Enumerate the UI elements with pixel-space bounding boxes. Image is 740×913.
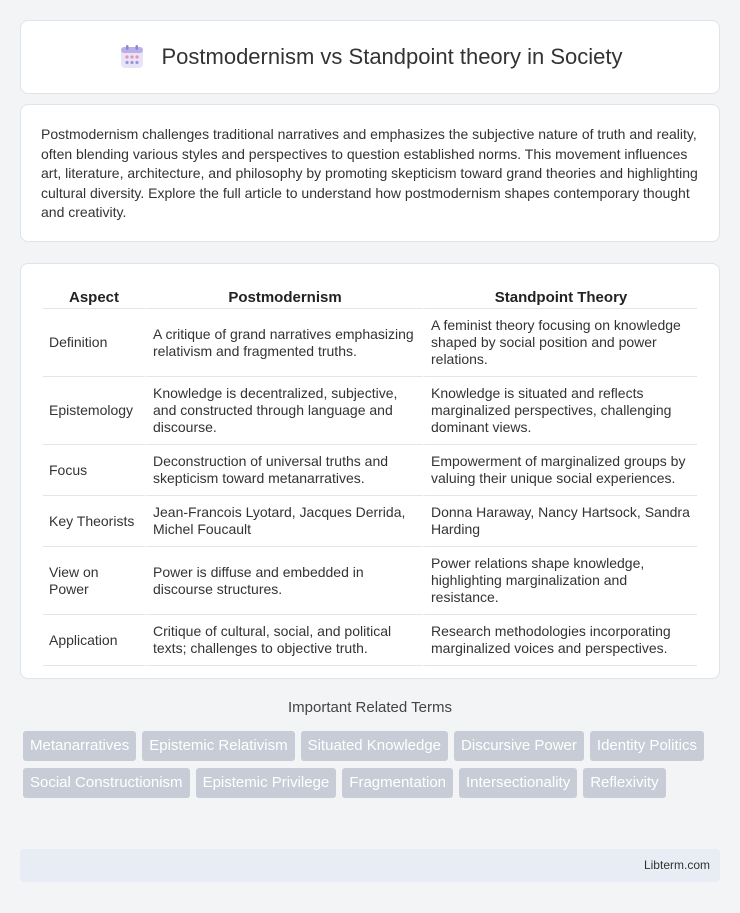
row-postmodernism: A critique of grand narratives emphasizing relativism and fragmented truths.	[145, 309, 423, 377]
row-standpoint: Donna Haraway, Nancy Hartsock, Sandra Harding	[423, 496, 697, 547]
row-standpoint: Knowledge is situated and reflects marginalized perspectives, challenging dominant views.	[423, 377, 697, 445]
header-aspect: Aspect	[43, 282, 145, 309]
row-aspect: Definition	[43, 309, 145, 377]
row-aspect: Focus	[43, 445, 145, 496]
table-header-row	[43, 282, 697, 309]
row-standpoint: Research methodologies incorporating marginalized voices and perspectives.	[423, 615, 697, 666]
row-aspect: Application	[43, 615, 145, 666]
title-wrap	[117, 42, 622, 72]
table-row	[43, 445, 697, 496]
table-row	[43, 615, 697, 666]
row-standpoint: A feminist theory focusing on knowledge shaped by social position and power relations.	[423, 309, 697, 377]
row-postmodernism: Jean-Francois Lyotard, Jacques Derrida, Michel Foucault	[145, 496, 423, 547]
intro-card	[20, 104, 720, 242]
table-row	[43, 377, 697, 445]
tag-social-constructionism[interactable]: Social Constructionism	[23, 768, 190, 798]
row-aspect: View on Power	[43, 547, 145, 615]
row-standpoint: Empowerment of marginalized groups by valuing their unique social experiences.	[423, 445, 697, 496]
comparison-table-card	[20, 263, 720, 679]
footer-site-link[interactable]: Libterm.com	[643, 858, 710, 872]
row-postmodernism: Knowledge is decentralized, subjective, and constructed through language and discourse.	[145, 377, 423, 445]
tag-identity-politics[interactable]: Identity Politics	[590, 731, 704, 761]
related-terms-title: Important Related Terms	[288, 699, 452, 716]
row-aspect: Epistemology	[43, 377, 145, 445]
table-row	[43, 496, 697, 547]
header-postmodernism: Postmodernism	[145, 282, 423, 309]
related-terms-tags	[23, 731, 723, 798]
header-card	[20, 20, 720, 94]
footer	[20, 849, 720, 882]
page-title: Postmodernism vs Standpoint theory in Society	[161, 44, 623, 69]
tag-fragmentation[interactable]: Fragmentation	[342, 768, 453, 798]
row-postmodernism: Power is diffuse and embedded in discourse structures.	[145, 547, 423, 615]
tag-metanarratives[interactable]: Metanarratives	[23, 731, 136, 761]
table-row	[43, 547, 697, 615]
tag-reflexivity[interactable]: Reflexivity	[583, 768, 665, 798]
row-postmodernism: Critique of cultural, social, and political texts; challenges to objective truth.	[145, 615, 423, 666]
row-aspect: Key Theorists	[43, 496, 145, 547]
tag-epistemic-privilege[interactable]: Epistemic Privilege	[196, 768, 337, 798]
tag-situated-knowledge[interactable]: Situated Knowledge	[301, 731, 448, 761]
row-postmodernism: Deconstruction of universal truths and skepticism toward metanarratives.	[145, 445, 423, 496]
tag-epistemic-relativism[interactable]: Epistemic Relativism	[142, 731, 294, 761]
header-standpoint-theory: Standpoint Theory	[423, 282, 697, 309]
row-standpoint: Power relations shape knowledge, highlighting marginalization and resistance.	[423, 547, 697, 615]
table-row	[43, 309, 697, 377]
tag-intersectionality[interactable]: Intersectionality	[459, 768, 577, 798]
intro-text: Postmodernism challenges traditional narratives and emphasizes the subjective nature of truth and reality, often blending various styles and perspectives to question established norms. This movement influences art, literature, architecture, and philosophy by promoting skepticism toward grand theories and highlighting cultural diversity. Explore the full article to understand how postmodernism shapes contemporary thought and creativity.	[41, 126, 698, 220]
calendar-grid-icon	[117, 42, 147, 72]
tag-discursive-power[interactable]: Discursive Power	[454, 731, 584, 761]
comparison-table	[43, 282, 697, 666]
